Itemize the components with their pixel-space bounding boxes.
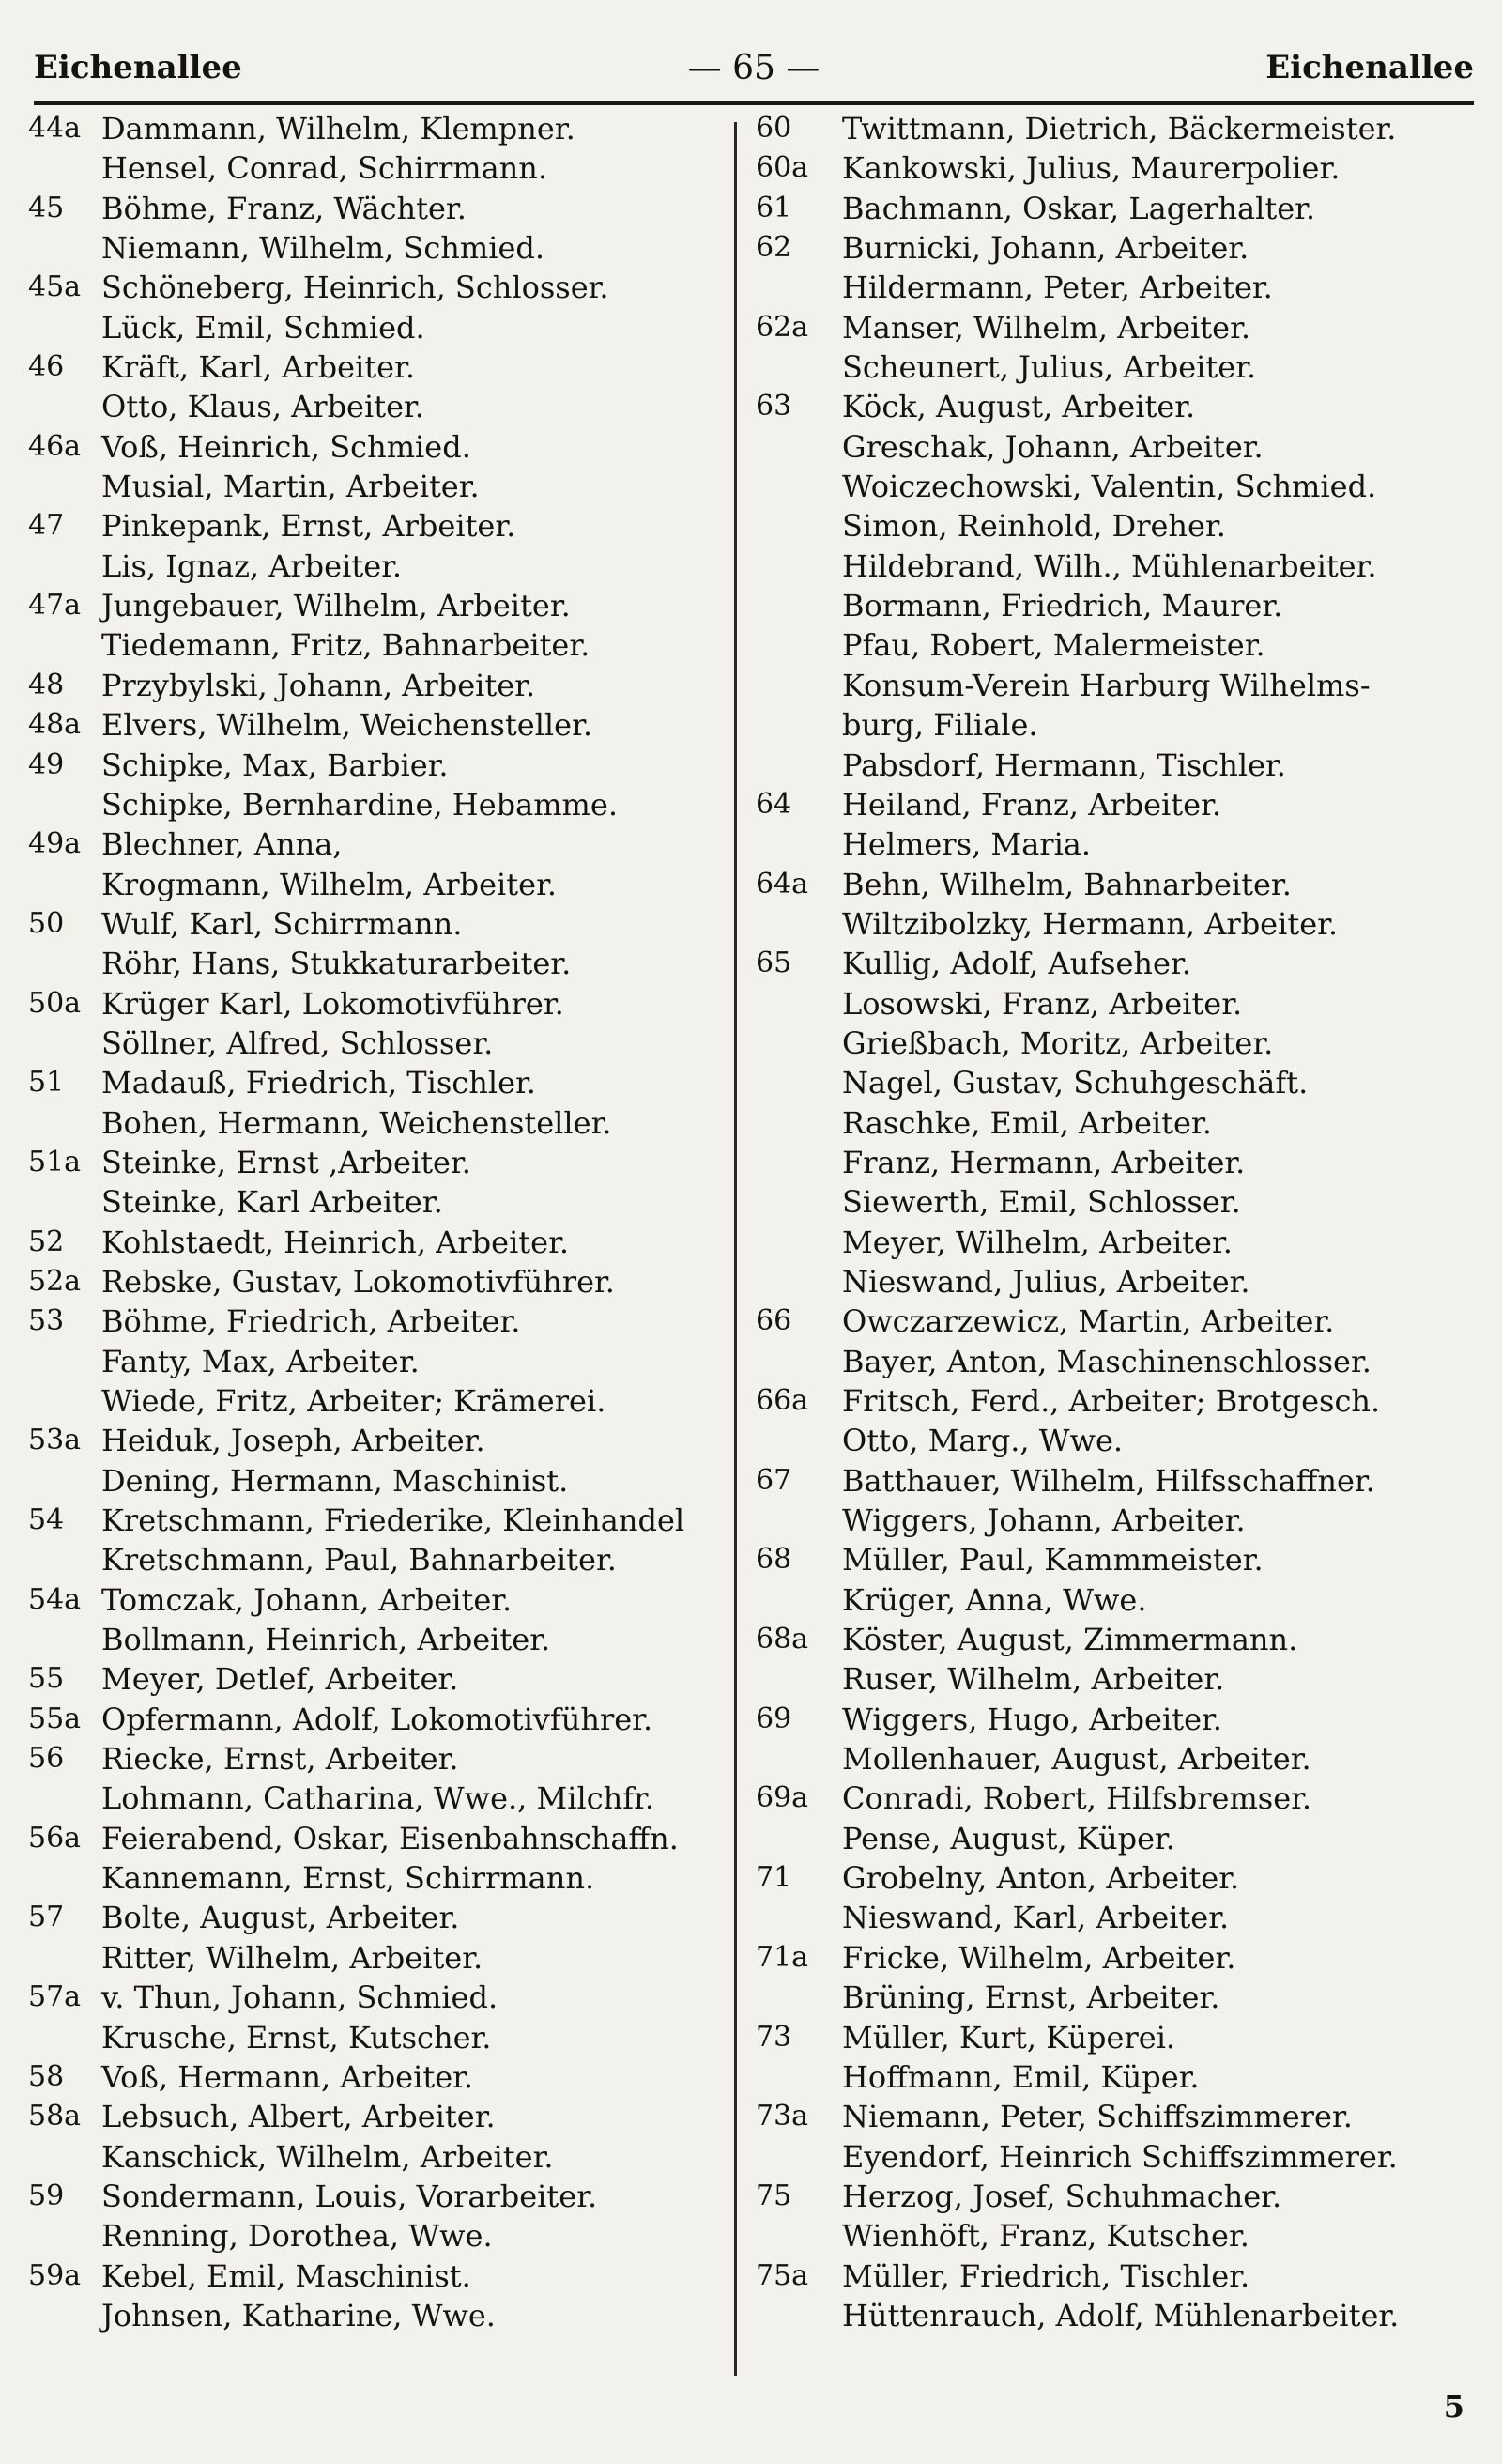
resident-name: Schipke, Max, Barbier. (101, 747, 449, 783)
resident-name: Opfermann, Adolf, Lokomotivführer. (101, 1701, 653, 1737)
directory-entry (28, 387, 728, 426)
resident-name: Böhme, Franz, Wächter. (101, 190, 467, 226)
resident-name: Rebske, Gustav, Lokomotivführer. (101, 1263, 615, 1300)
resident-name: Johnsen, Katharine, Wwe. (101, 2297, 496, 2333)
resident-name: Steinke, Karl Arbeiter. (101, 1184, 443, 1221)
resident-name: Twittmann, Dietrich, Bäckermeister. (842, 111, 1397, 146)
resident-name: Musial, Martin, Arbeiter. (101, 469, 480, 505)
directory-entry (28, 427, 728, 467)
resident-name: Steinke, Ernst ,Arbeiter. (101, 1144, 471, 1180)
resident-name: Bachmann, Oskar, Lagerhalter. (842, 190, 1316, 226)
directory-entry (756, 2137, 1474, 2177)
directory-entry (756, 1659, 1474, 1699)
directory-entry (756, 427, 1474, 467)
resident-name: Wienhöft, Franz, Kutscher. (842, 2218, 1249, 2255)
resident-name: Wiltzibolzky, Hermann, Arbeiter. (842, 905, 1339, 942)
directory-entry (756, 1898, 1474, 1937)
house-number: 67 (756, 1463, 792, 1497)
resident-name: Bormann, Friedrich, Maurer. (842, 588, 1283, 624)
resident-name: Konsum-Verein Harburg Wilhelms- (842, 667, 1371, 703)
house-number: 59 (28, 2179, 65, 2212)
directory-entry (28, 109, 728, 148)
resident-name: Renning, Dorothea, Wwe. (101, 2218, 493, 2255)
resident-name: v. Thun, Johann, Schmied. (101, 1979, 498, 2016)
resident-name: Franz, Hermann, Arbeiter. (842, 1144, 1246, 1180)
directory-entry (756, 1223, 1474, 1262)
resident-name: Tiedemann, Fritz, Bahnarbeiter. (101, 627, 590, 664)
resident-name: Raschke, Emil, Arbeiter. (842, 1104, 1212, 1141)
resident-name: Müller, Kurt, Küperei. (842, 2019, 1176, 2056)
directory-entry (756, 1819, 1474, 1858)
directory-entry (756, 1103, 1474, 1143)
resident-name: Lebsuch, Albert, Arbeiter. (101, 2099, 496, 2135)
directory-entry (28, 1421, 728, 1460)
directory-entry (28, 189, 728, 228)
resident-name: Fritsch, Ferd., Arbeiter; Brotgesch. (842, 1383, 1381, 1419)
resident-name: Jungebauer, Wilhelm, Arbeiter. (101, 588, 571, 624)
directory-entry (756, 189, 1474, 228)
resident-name: Kankowski, Julius, Maurerpolier. (842, 150, 1341, 187)
resident-name: Bohen, Hermann, Weichensteller. (101, 1104, 612, 1141)
resident-name: Otto, Klaus, Arbeiter. (101, 389, 424, 425)
resident-name: Brüning, Ernst, Arbeiter. (842, 1979, 1220, 2016)
directory-entry (28, 1223, 728, 1262)
directory-entry (756, 1182, 1474, 1222)
resident-name: Lis, Ignaz, Arbeiter. (101, 547, 403, 584)
printer-signature: 5 (1443, 2389, 1464, 2425)
resident-name: Niemann, Peter, Schiffszimmerer. (842, 2099, 1353, 2135)
directory-entry (28, 148, 728, 188)
resident-name: Bolte, August, Arbeiter. (101, 1900, 460, 1936)
directory-entry (756, 268, 1474, 307)
resident-name: Meyer, Wilhelm, Arbeiter. (842, 1224, 1233, 1260)
resident-name: Bollmann, Heinrich, Arbeiter. (101, 1622, 551, 1658)
directory-entry (756, 625, 1474, 665)
resident-name: Wiggers, Hugo, Arbeiter. (842, 1701, 1222, 1737)
directory-entry (28, 904, 728, 944)
directory-entry (28, 547, 728, 586)
directory-entry (28, 1978, 728, 2017)
directory-entry (28, 1938, 728, 1978)
directory-entry (756, 705, 1474, 745)
directory-entry (28, 586, 728, 625)
directory-entry (756, 865, 1474, 904)
resident-name: Feierabend, Oskar, Eisenbahnschaffn. (101, 1820, 679, 1856)
house-number: 54 (28, 1503, 65, 1537)
resident-name: Woiczechowski, Valentin, Schmied. (842, 469, 1377, 505)
directory-entry (756, 2177, 1474, 2216)
house-number: 56 (28, 1742, 65, 1776)
directory-entry (28, 1700, 728, 1739)
directory-entry (28, 1103, 728, 1143)
house-number: 45 (28, 191, 65, 224)
resident-name: Pfau, Robert, Malermeister. (842, 627, 1265, 664)
resident-name: Heiland, Franz, Arbeiter. (842, 786, 1222, 823)
directory-entry (28, 1024, 728, 1063)
directory-entry (756, 1978, 1474, 2017)
resident-name: Hoffmann, Emil, Küper. (842, 2058, 1200, 2095)
directory-entry (28, 1381, 728, 1421)
directory-entry (28, 1501, 728, 1540)
resident-name: Schipke, Bernhardine, Hebamme. (101, 786, 618, 823)
resident-name: burg, Filiale. (842, 707, 1038, 744)
resident-name: Krogmann, Wilhelm, Arbeiter. (101, 866, 558, 902)
resident-name: Heiduk, Joseph, Arbeiter. (101, 1423, 485, 1459)
resident-name: Wulf, Karl, Schirrmann. (101, 905, 463, 942)
resident-name: Müller, Paul, Kammmeister. (842, 1542, 1264, 1578)
house-number: 45a (28, 270, 82, 304)
house-number: 69a (756, 1781, 809, 1815)
directory-entry (756, 666, 1474, 705)
resident-name: Hildebrand, Wilh., Mühlenarbeiter. (842, 547, 1377, 584)
house-number: 54a (28, 1582, 82, 1616)
directory-entry (28, 2256, 728, 2296)
resident-name: Riecke, Ernst, Arbeiter. (101, 1741, 459, 1778)
directory-entry (28, 705, 728, 745)
resident-name: Köck, August, Arbeiter. (842, 389, 1196, 425)
directory-entry (28, 785, 728, 824)
house-number: 55 (28, 1662, 65, 1696)
resident-name: Dammann, Wilhelm, Klempner. (101, 111, 575, 146)
directory-entry (28, 1779, 728, 1818)
resident-name: Bayer, Anton, Maschinenschlosser. (842, 1343, 1372, 1379)
resident-name: Mollenhauer, August, Arbeiter. (842, 1741, 1311, 1778)
resident-name: Przybylski, Johann, Arbeiter. (101, 667, 536, 703)
directory-entry (756, 1540, 1474, 1579)
directory-entry (28, 1182, 728, 1222)
resident-name: Pinkepank, Ernst, Arbeiter. (101, 508, 516, 545)
resident-name: Hüttenrauch, Adolf, Mühlenarbeiter. (842, 2297, 1400, 2333)
house-number: 66 (756, 1304, 792, 1338)
house-number: 51a (28, 1145, 82, 1178)
directory-entry (756, 1063, 1474, 1102)
directory-entry (756, 308, 1474, 347)
directory-entry (28, 1739, 728, 1779)
directory-entry (28, 2296, 728, 2335)
directory-entry (756, 586, 1474, 625)
directory-entry (756, 148, 1474, 188)
house-number: 61 (756, 191, 792, 224)
directory-entry (28, 1540, 728, 1579)
house-number: 68 (756, 1543, 792, 1577)
house-number: 52a (28, 1264, 82, 1298)
header-rule (34, 101, 1474, 105)
house-number: 65 (756, 947, 792, 980)
house-number: 52 (28, 1224, 65, 1258)
directory-entry (28, 1858, 728, 1898)
house-number: 46 (28, 350, 65, 384)
directory-entry (28, 1063, 728, 1102)
directory-entry (28, 2097, 728, 2136)
directory-entry (756, 1700, 1474, 1739)
directory-entry (28, 865, 728, 904)
resident-name: Müller, Friedrich, Tischler. (842, 2257, 1250, 2294)
house-number: 71a (756, 1940, 809, 1974)
directory-entry (756, 109, 1474, 148)
house-number: 73 (756, 2020, 792, 2054)
house-number: 58a (28, 2100, 82, 2133)
house-number: 60 (756, 112, 792, 145)
resident-name: Fricke, Wilhelm, Arbeiter. (842, 1939, 1236, 1976)
directory-entry (756, 2018, 1474, 2057)
resident-name: Greschak, Johann, Arbeiter. (842, 428, 1264, 465)
resident-name: Kanschick, Wilhelm, Arbeiter. (101, 2138, 554, 2175)
directory-entry (756, 984, 1474, 1024)
directory-entry (28, 1301, 728, 1341)
directory-entry (28, 268, 728, 307)
directory-entry (28, 984, 728, 1024)
directory-entry (28, 1143, 728, 1182)
resident-name: Voß, Heinrich, Schmied. (101, 428, 471, 465)
directory-entry (28, 1620, 728, 1659)
resident-name: Söllner, Alfred, Schlosser. (101, 1024, 494, 1061)
house-number: 53 (28, 1304, 65, 1338)
directory-entry (28, 1580, 728, 1620)
resident-name: Losowski, Franz, Arbeiter. (842, 985, 1243, 1022)
resident-name: Hensel, Conrad, Schirrmann. (101, 150, 548, 187)
house-number: 68a (756, 1623, 809, 1656)
resident-name: Voß, Hermann, Arbeiter. (101, 2058, 474, 2095)
resident-name: Helmers, Maria. (842, 826, 1092, 863)
directory-entry (756, 347, 1474, 387)
resident-name: Meyer, Detlef, Arbeiter. (101, 1661, 459, 1698)
directory-entry (756, 228, 1474, 268)
resident-name: Kannemann, Ernst, Schirrmann. (101, 1860, 595, 1897)
house-number: 64a (756, 867, 809, 901)
house-number: 47 (28, 509, 65, 543)
house-number: 59a (28, 2258, 82, 2292)
directory-entry (756, 1301, 1474, 1341)
resident-name: Lohmann, Catharina, Wwe., Milchfr. (101, 1780, 655, 1817)
house-number: 57a (28, 1980, 82, 2014)
resident-name: Ritter, Wilhelm, Arbeiter. (101, 1939, 483, 1976)
resident-name: Kretschmann, Paul, Bahnarbeiter. (101, 1542, 617, 1578)
directory-entry (756, 1501, 1474, 1540)
resident-name: Elvers, Wilhelm, Weichensteller. (101, 707, 593, 744)
directory-entry (756, 785, 1474, 824)
resident-name: Kullig, Adolf, Aufseher. (842, 946, 1191, 982)
resident-name: Wiede, Fritz, Arbeiter; Krämerei. (101, 1383, 606, 1419)
directory-entry (756, 2097, 1474, 2136)
directory-entry (756, 547, 1474, 586)
resident-name: Behn, Wilhelm, Bahnarbeiter. (842, 866, 1292, 902)
directory-entry (28, 2177, 728, 2216)
resident-name: Nieswand, Julius, Arbeiter. (842, 1263, 1250, 1300)
directory-entry (28, 666, 728, 705)
column-divider (734, 122, 737, 2376)
resident-name: Kebel, Emil, Maschinist. (101, 2257, 471, 2294)
house-number: 71 (756, 1861, 792, 1895)
resident-name: Tomczak, Johann, Arbeiter. (101, 1581, 513, 1618)
resident-name: Batthauer, Wilhelm, Hilfsschaffner. (842, 1462, 1375, 1499)
resident-name: Schöneberg, Heinrich, Schlosser. (101, 270, 609, 306)
resident-name: Wiggers, Johann, Arbeiter. (842, 1502, 1246, 1539)
resident-name: Siewerth, Emil, Schlosser. (842, 1184, 1241, 1221)
left-column (28, 109, 728, 2335)
directory-entry (28, 1898, 728, 1937)
directory-entry (28, 1659, 728, 1699)
directory-entry (28, 1461, 728, 1501)
house-number: 75 (756, 2179, 792, 2212)
resident-name: Lück, Emil, Schmied. (101, 309, 425, 346)
resident-name: Ruser, Wilhelm, Arbeiter. (842, 1661, 1225, 1698)
directory-entry (756, 1858, 1474, 1898)
directory-entry (756, 2216, 1474, 2256)
resident-name: Krusche, Ernst, Kutscher. (101, 2019, 492, 2056)
directory-entry (756, 2256, 1474, 2296)
directory-entry (756, 824, 1474, 864)
resident-name: Böhme, Friedrich, Arbeiter. (101, 1303, 521, 1340)
resident-name: Otto, Marg., Wwe. (842, 1423, 1124, 1459)
house-number: 62 (756, 231, 792, 265)
house-number: 66a (756, 1384, 809, 1417)
house-number: 44a (28, 112, 82, 145)
page-number: — 65 — (687, 49, 820, 87)
resident-name: Nieswand, Karl, Arbeiter. (842, 1900, 1230, 1936)
house-number: 69 (756, 1702, 792, 1735)
resident-name: Owczarzewicz, Martin, Arbeiter. (842, 1303, 1335, 1340)
resident-name: Grobelny, Anton, Arbeiter. (842, 1860, 1240, 1897)
resident-name: Kräft, Karl, Arbeiter. (101, 349, 415, 386)
directory-entry (28, 1262, 728, 1301)
directory-entry (756, 1461, 1474, 1501)
resident-name: Fanty, Max, Arbeiter. (101, 1343, 420, 1379)
house-number: 58 (28, 2059, 65, 2093)
house-number: 55a (28, 1702, 82, 1735)
header-street-right: Eichenallee (1265, 49, 1474, 86)
directory-entry (756, 1262, 1474, 1301)
resident-name: Herzog, Josef, Schuhmacher. (842, 2178, 1282, 2214)
house-number: 47a (28, 589, 82, 623)
directory-entry (28, 347, 728, 387)
house-number: 48 (28, 668, 65, 701)
directory-entry (28, 746, 728, 785)
directory-entry (756, 1381, 1474, 1421)
resident-name: Scheunert, Julius, Arbeiter. (842, 349, 1257, 386)
directory-entry (28, 308, 728, 347)
house-number: 48a (28, 708, 82, 742)
directory-entry (756, 1024, 1474, 1063)
house-number: 60a (756, 151, 809, 185)
directory-entry (756, 1739, 1474, 1779)
directory-entry (756, 2296, 1474, 2335)
directory-entry (756, 1580, 1474, 1620)
resident-name: Manser, Wilhelm, Arbeiter. (842, 309, 1251, 346)
resident-name: Kohlstaedt, Heinrich, Arbeiter. (101, 1224, 570, 1260)
directory-entry (28, 824, 728, 864)
resident-name: Hildermann, Peter, Arbeiter. (842, 270, 1273, 306)
directory-entry (756, 387, 1474, 426)
resident-name: Grießbach, Moritz, Arbeiter. (842, 1024, 1274, 1061)
directory-entry (756, 1620, 1474, 1659)
resident-name: Kretschmann, Friederike, Kleinhandel (101, 1502, 685, 1539)
house-number: 46a (28, 429, 82, 463)
house-number: 50 (28, 906, 65, 940)
directory-entry (28, 2137, 728, 2177)
directory-entry (756, 467, 1474, 506)
directory-entry (756, 944, 1474, 983)
house-number: 57 (28, 1901, 65, 1934)
resident-name: Simon, Reinhold, Dreher. (842, 508, 1226, 545)
header-street-left: Eichenallee (34, 49, 242, 86)
directory-entry (756, 904, 1474, 944)
directory-entry (28, 1819, 728, 1858)
house-number: 53a (28, 1424, 82, 1457)
house-number: 49a (28, 827, 82, 861)
directory-entry (756, 1779, 1474, 1818)
page-header (34, 49, 1474, 101)
house-number: 62a (756, 310, 809, 344)
house-number: 63 (756, 390, 792, 424)
resident-name: Sondermann, Louis, Vorarbeiter. (101, 2178, 598, 2214)
house-number: 49 (28, 747, 65, 781)
directory-entry (28, 2216, 728, 2256)
resident-name: Madauß, Friedrich, Tischler. (101, 1065, 536, 1101)
resident-name: Pense, August, Küper. (842, 1820, 1175, 1856)
directory-entry (28, 2018, 728, 2057)
directory-entry (756, 506, 1474, 546)
resident-name: Krüger, Anna, Wwe. (842, 1581, 1147, 1618)
house-number: 50a (28, 986, 82, 1020)
resident-name: Niemann, Wilhelm, Schmied. (101, 230, 545, 267)
resident-name: Dening, Hermann, Maschinist. (101, 1462, 569, 1499)
house-number: 56a (28, 1821, 82, 1855)
house-number: 73a (756, 2100, 809, 2133)
house-number: 75a (756, 2258, 809, 2292)
resident-name: Pabsdorf, Hermann, Tischler. (842, 747, 1286, 783)
resident-name: Nagel, Gustav, Schuhgeschäft. (842, 1065, 1309, 1101)
resident-name: Blechner, Anna, (101, 826, 343, 863)
directory-entry (28, 506, 728, 546)
resident-name: Eyendorf, Heinrich Schiffszimmerer. (842, 2138, 1398, 2175)
directory-entry (756, 1342, 1474, 1381)
resident-name: Köster, August, Zimmermann. (842, 1622, 1298, 1658)
directory-entry (756, 2057, 1474, 2097)
directory-entry (756, 1938, 1474, 1978)
directory-entry (28, 2057, 728, 2097)
directory-entry (756, 746, 1474, 785)
resident-name: Krüger Karl, Lokomotivführer. (101, 985, 564, 1022)
house-number: 64 (756, 787, 792, 821)
directory-entry (28, 625, 728, 665)
resident-name: Röhr, Hans, Stukkaturarbeiter. (101, 946, 572, 982)
directory-entry (28, 1342, 728, 1381)
house-number: 51 (28, 1066, 65, 1100)
directory-entry (28, 944, 728, 983)
directory-entry (756, 1421, 1474, 1460)
resident-name: Conradi, Robert, Hilfsbremser. (842, 1780, 1312, 1817)
right-column (756, 109, 1474, 2335)
resident-name: Burnicki, Johann, Arbeiter. (842, 230, 1249, 267)
directory-entry (28, 228, 728, 268)
directory-entry (28, 467, 728, 506)
directory-entry (756, 1143, 1474, 1182)
